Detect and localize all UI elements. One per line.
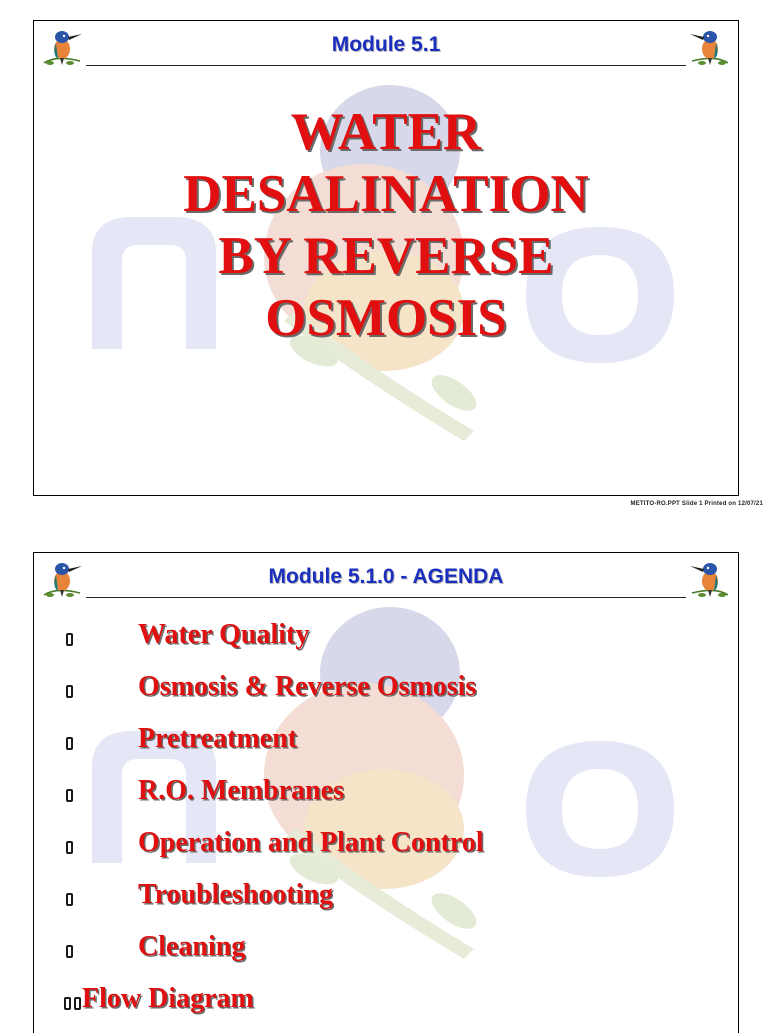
agenda-item bbox=[34, 723, 738, 775]
agenda-list bbox=[34, 619, 738, 1033]
agenda-item bbox=[34, 983, 738, 1033]
cover-title bbox=[34, 101, 738, 349]
agenda-item bbox=[34, 931, 738, 983]
header-divider bbox=[86, 65, 686, 66]
square-bullet-icon bbox=[66, 633, 73, 646]
agenda-item-label: Troubleshooting bbox=[138, 879, 334, 910]
square-bullet-icon bbox=[66, 737, 73, 750]
cover-title-line: BY REVERSE bbox=[218, 227, 554, 285]
slide-title: Module 5.1 bbox=[331, 33, 441, 56]
square-bullet-icon bbox=[66, 841, 73, 854]
slide-header bbox=[34, 553, 738, 601]
agenda-item-label: Cleaning bbox=[138, 931, 246, 962]
square-bullet-icon bbox=[66, 685, 73, 698]
header-divider bbox=[86, 597, 686, 598]
agenda-item bbox=[34, 671, 738, 723]
agenda-item-label: Operation and Plant Control bbox=[138, 827, 484, 858]
agenda-item bbox=[34, 775, 738, 827]
slide-2 bbox=[33, 552, 739, 1033]
slide-title: Module 5.1.0 - AGENDA bbox=[268, 565, 504, 588]
cover-title-line: OSMOSIS bbox=[265, 289, 507, 347]
agenda-item-label: Pretreatment bbox=[138, 723, 298, 754]
agenda-item bbox=[34, 619, 738, 671]
cover-title-line: WATER bbox=[290, 103, 482, 161]
slide-header bbox=[34, 21, 738, 69]
slide-footer-note: METITO-RO.PPT Slide 1 Printed on 12/07/21 bbox=[630, 501, 763, 507]
slide-1 bbox=[33, 20, 739, 496]
agenda-item-label: Flow Diagram bbox=[82, 983, 254, 1014]
agenda-item-label: Water Quality bbox=[138, 619, 310, 650]
kingfisher-bird-icon bbox=[688, 557, 732, 603]
square-bullet-icon bbox=[66, 893, 73, 906]
cover-title-line: DESALINATION bbox=[183, 165, 589, 223]
agenda-item-label: R.O. Membranes bbox=[138, 775, 345, 806]
agenda-item bbox=[34, 879, 738, 931]
agenda-item-label: Osmosis & Reverse Osmosis bbox=[138, 671, 477, 702]
kingfisher-bird-icon bbox=[688, 25, 732, 71]
square-bullet-icon bbox=[64, 997, 71, 1010]
square-bullet-icon bbox=[74, 997, 81, 1010]
square-bullet-icon bbox=[66, 789, 73, 802]
agenda-item bbox=[34, 827, 738, 879]
square-bullet-icon bbox=[66, 945, 73, 958]
